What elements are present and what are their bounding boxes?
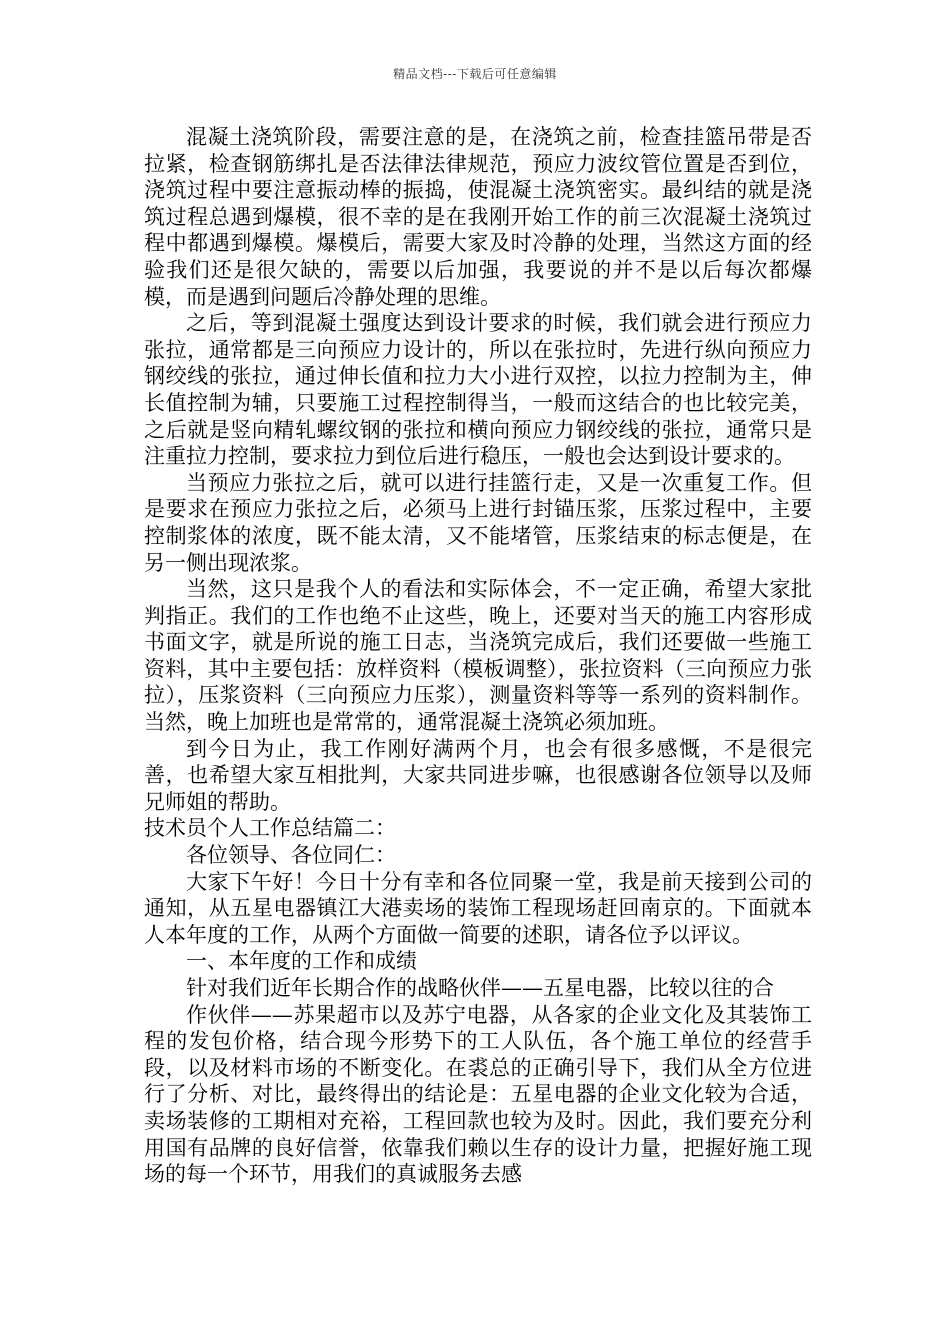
paragraph: 到今日为止，我工作刚好满两个月，也会有很多感慨，不是很完善，也希望大家互相批判，大家共同进步嘛，也很感谢各位领导以及师兄师姐的帮助。 — [144, 736, 812, 814]
paragraph: 当然，这只是我个人的看法和实际体会，不一定正确，希望大家批判指正。我们的工作也绝不止这些，晚上，还要对当天的施工内容形成书面文字，就是所说的施工日志，当浇筑完成后，我们还要做一些施工资料，其中主要包括：放样资料（模板调整），张拉资料（三向预应力张拉），压浆资料（三向预应力压浆），测量资料等等一系列的资料制作。当然，晚上加班也是常常的，通常混凝土浇筑必须加班。 — [144, 577, 812, 735]
section-heading: 技术员个人工作总结篇二： — [144, 816, 396, 841]
paragraph: 针对我们近年长期合作的战略伙伴——五星电器，比较以往的合 — [186, 976, 774, 1000]
salutation: 各位领导、各位同仁： — [186, 843, 396, 868]
paragraph: 作伙伴——苏果超市以及苏宁电器，从各家的企业文化及其装饰工程的发包价格，结合现今形势下的工人队伍，各个施工单位的经营手段，以及材料市场的不断变化。在裘总的正确引导下，我们从全方位进行了分析、对比，最终得出的结论是：五星电器的企业文化较为合适，卖场装修的工期相对充裕，工程回款也较为及时。因此，我们要充分利用国有品牌的良好信誉，依靠我们赖以生存的设计力量，把握好施工现场的每一个环节，用我们的真诚服务去感 — [144, 1002, 812, 1187]
paragraph: 当预应力张拉之后，就可以进行挂篮行走，又是一次重复工作。但是要求在预应力张拉之后，必须马上进行封锚压浆，压浆过程中，主要控制浆体的浓度，既不能太清，又不能堵管，压浆结束的标志便是，在另一侧出现浓浆。 — [144, 470, 812, 575]
paragraph: 大家下午好！今日十分有幸和各位同聚一堂，我是前天接到公司的通知，从五星电器镇江大港卖场的装饰工程现场赶回南京的。下面就本人本年度的工作，从两个方面做一简要的述职，请各位予以评议。 — [144, 869, 812, 947]
paragraph: 之后，等到混凝土强度达到设计要求的时候，我们就会进行预应力张拉，通常都是三向预应力设计的，所以在张拉时，先进行纵向预应力钢绞线的张拉，通过伸长值和拉力大小进行双控，以拉力控制为主，伸长值控制为辅，只要施工过程控制得当，一般而这结合的也比较完美，之后就是竖向精轧螺纹钢的张拉和横向预应力钢绞线的张拉，通常只是注重拉力控制，要求拉力到位后进行稳压，一般也会达到设计要求的。 — [144, 311, 812, 469]
document-body — [144, 124, 812, 1188]
subsection-heading: 一、本年度的工作和成绩 — [186, 949, 417, 974]
paragraph: 混凝土浇筑阶段，需要注意的是，在浇筑之前，检查挂篮吊带是否拉紧，检查钢筋绑扎是否法律法律规范，预应力波纹管位置是否到位，浇筑过程中要注意振动棒的振捣，使混凝土浇筑密实。最纠结的就是浇筑过程总遇到爆模，很不幸的是在我刚开始工作的前三次混凝土浇筑过程中都遇到爆模。爆模后，需要大家及时冷静的处理，当然这方面的经验我们还是很欠缺的，需要以后加强，我要说的并不是以后每次都爆模，而是遇到问题后冷静处理的思维。 — [144, 125, 812, 309]
header-note: 精品文档---下载后可任意编辑 — [393, 67, 557, 81]
